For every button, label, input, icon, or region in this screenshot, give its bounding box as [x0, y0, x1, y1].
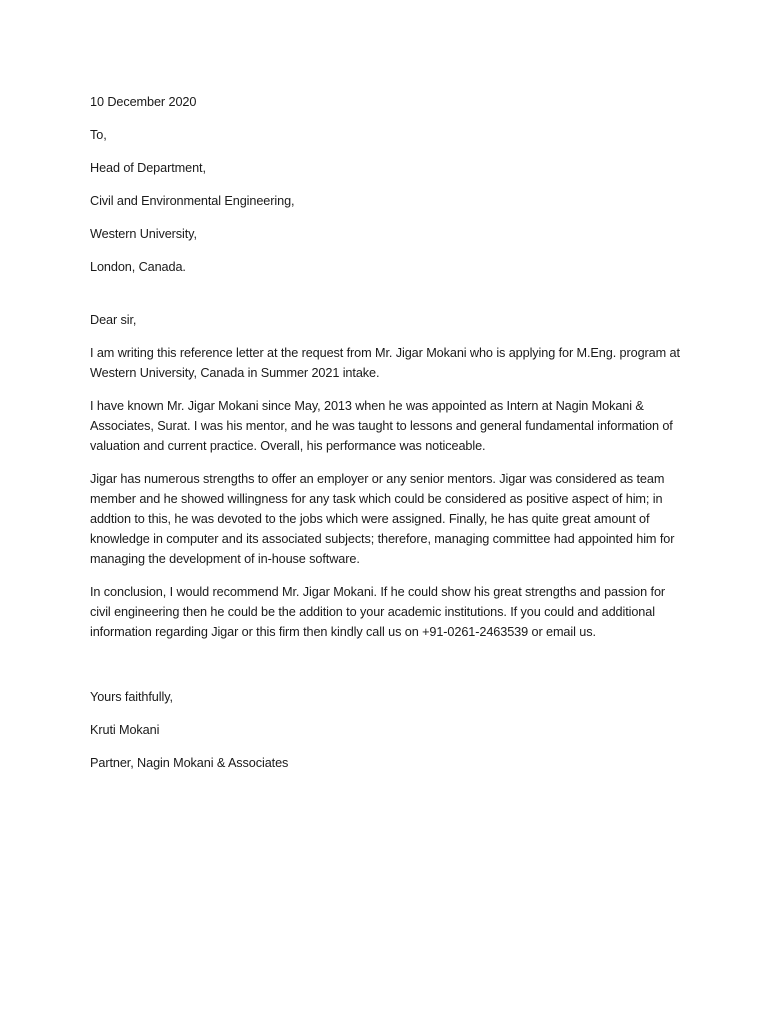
- signer-title: Partner, Nagin Mokani & Associates: [90, 756, 289, 770]
- letter-date: 10 December 2020: [90, 95, 197, 109]
- recipient-line-2: Civil and Environmental Engineering,: [90, 194, 295, 208]
- paragraph-intro: I am writing this reference letter at the request from Mr. Jigar Mokani who is applying for M.Eng. program at Western University, Canada in Summer 2021 intake.: [90, 346, 680, 380]
- salutation: Dear sir,: [90, 313, 137, 327]
- paragraph-background: I have known Mr. Jigar Mokani since May, 2013 when he was appointed as Intern at Nagin Mokani & Associates, Surat. I was his mentor, and he was taught to lessons and general fundamental information of valuation and current practice. Overall, his performance was noticeable.: [90, 399, 673, 453]
- letter-to: To,: [90, 128, 107, 142]
- recipient-line-4: London, Canada.: [90, 260, 186, 274]
- signer-name: Kruti Mokani: [90, 723, 160, 737]
- letter-body: [90, 92, 682, 786]
- paragraph-conclusion: In conclusion, I would recommend Mr. Jigar Mokani. If he could show his great strengths and passion for civil engineering then he could be the addition to your academic institutions. If you could and additional information regarding Jigar or this firm then kindly call us on +91-0261-2463539 or email us.: [90, 585, 666, 639]
- paragraph-strengths: Jigar has numerous strengths to offer an employer or any senior mentors. Jigar was considered as team member and he showed willingness for any task which could be considered as positive aspect of him; in addtion to this, he was devoted to the jobs which were assigned. Finally, he has quite great amount of knowledge in computer and its associated subjects; therefore, managing committee had appointed him for managing the development of in-house software.: [90, 472, 675, 566]
- closing: Yours faithfully,: [90, 690, 173, 704]
- recipient-line-3: Western University,: [90, 227, 197, 241]
- recipient-line-1: Head of Department,: [90, 161, 206, 175]
